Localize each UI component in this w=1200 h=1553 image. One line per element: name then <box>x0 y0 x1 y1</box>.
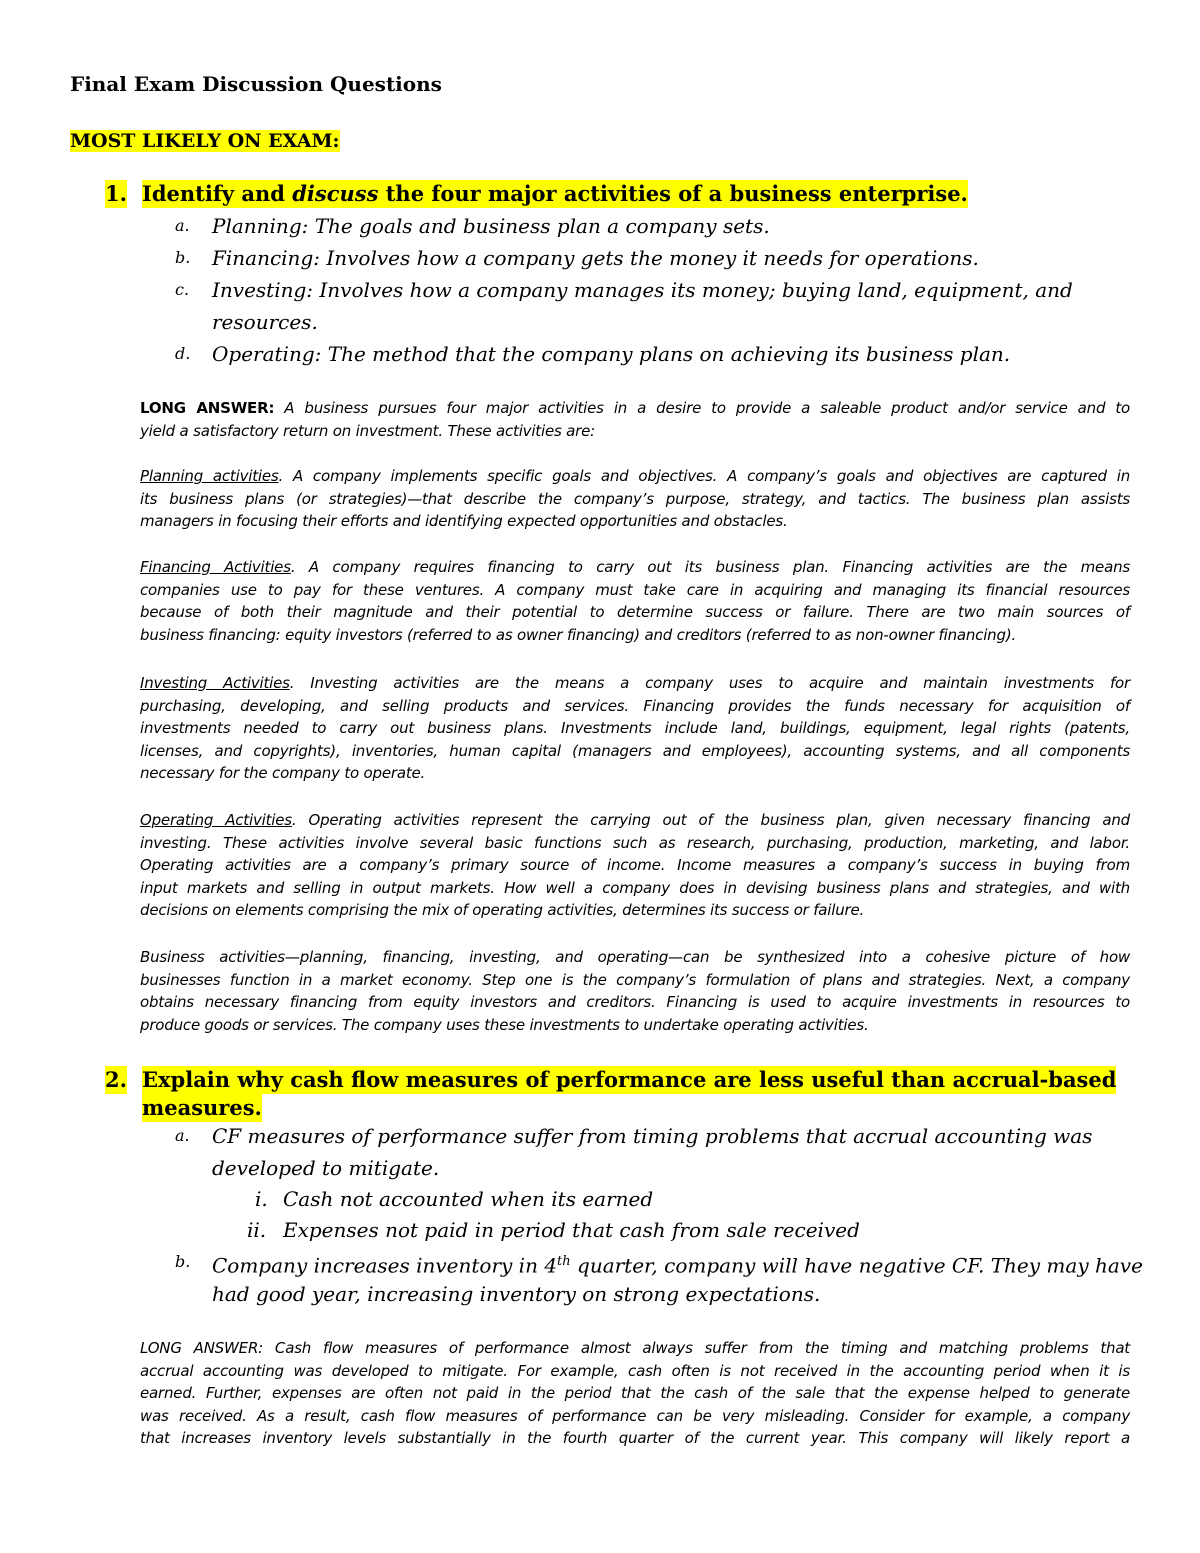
paragraph-line: necessary for the company to operate. <box>140 764 426 783</box>
long-answer-label: LONG ANSWER: <box>140 399 275 417</box>
item-text: resources. <box>212 310 318 334</box>
item-text <box>212 1246 1143 1282</box>
paragraph-line: A business pursues four major activities in a desire to provide a saleable product and/or service and to <box>274 399 1130 417</box>
subitem-label: ii. <box>247 1218 267 1242</box>
question-text-part: the four major activities of a business enterprise. <box>378 181 968 206</box>
paragraph-line: obtains necessary financing from equity investors and creditors. Financing is used to acquire investments in resources to <box>140 993 1130 1012</box>
paragraph-line: was received. As a result, cash flow measures of performance can be very misleading. Consider for example, a company <box>140 1406 1130 1425</box>
paragraph-line: managers in focusing their efforts and identifying expected opportunities and obstacles. <box>140 512 788 531</box>
summary-paragraph <box>140 946 1130 1036</box>
item-text: CF measures of performance suffer from timing problems that accrual accounting was <box>212 1124 1093 1148</box>
paragraph-line: input markets and selling in output markets. How well a company does in devising business plans and strategies, and with <box>140 878 1130 897</box>
paragraph-line: produce goods or services. The company uses these investments to undertake operating activities. <box>140 1015 869 1034</box>
item-text: Operating: The method that the company plans on achieving its business plan. <box>212 342 1011 366</box>
paragraph-line: . A company requires financing to carry out its business plan. Financing activities are the means <box>290 558 1131 576</box>
question-text: Explain why cash flow measures of performance are less useful than accrual-based <box>142 1067 1117 1092</box>
financing-paragraph <box>140 556 1130 646</box>
item-text: Financing: Involves how a company gets the money it needs for operations. <box>212 246 979 270</box>
paragraph-line: earned. Further, expenses are often not paid in the period that the cash of the sale that the expense helped to generate <box>140 1384 1130 1403</box>
paragraph-line: . Operating activities represent the carrying out of the business plan, given necessary financing and <box>291 811 1130 829</box>
planning-paragraph <box>140 465 1130 533</box>
question-number: 2. <box>105 1067 127 1092</box>
question-number: 1. <box>105 181 127 206</box>
financing-label: Financing Activities <box>140 558 291 576</box>
paragraph-line: investing. These activities involve several basic functions such as research, purchasing, production, marketing, and labor. <box>140 833 1130 852</box>
q1-long-answer <box>140 397 1130 442</box>
paragraph-line: that increases inventory levels substantially in the fourth quarter of the current year. This company will likely report a <box>140 1429 1130 1448</box>
paragraph-line: businesses function in a market economy. Step one is the company’s formulation of plans and strategies. Next, a company <box>140 970 1130 989</box>
item-text: developed to mitigate. <box>212 1156 440 1180</box>
item-letter: d. <box>175 344 191 363</box>
paragraph-line: yield a satisfactory return on investment. These activities are: <box>140 421 596 440</box>
paragraph-line: business financing: equity investors (referred to as owner financing) and creditors (referred to as non-owner financing). <box>140 625 1017 644</box>
item-letter: b. <box>175 248 191 267</box>
item-text-part: Company increases inventory in 4 <box>212 1253 558 1278</box>
item-letter: b. <box>175 1252 191 1271</box>
subitem-text: Expenses not paid in period that cash from sale received <box>283 1218 860 1242</box>
section-label-text: MOST LIKELY ON EXAM: <box>70 130 340 152</box>
paragraph-line: companies use to pay for these ventures. A company must take care in acquiring and managing its financial resources <box>140 580 1130 599</box>
item-letter: a. <box>175 1126 190 1145</box>
question-text-part: Identify and <box>142 181 293 206</box>
question-2-heading <box>105 1066 1117 1126</box>
paragraph-line: accrual accounting was developed to mitigate. For example, cash often is not received in the accounting period when it is <box>140 1361 1130 1380</box>
operating-label: Operating Activities <box>140 811 292 829</box>
investing-paragraph <box>140 672 1130 785</box>
investing-label: Investing Activities <box>140 674 290 692</box>
paragraph-line: decisions on elements comprising the mix of operating activities, determines its success or failure. <box>140 901 865 920</box>
paragraph-line: Business activities—planning, financing, investing, and operating—can be synthesized into a cohesive picture of how <box>140 948 1130 966</box>
paragraph-line: . Investing activities are the means a company uses to acquire and maintain investments for <box>289 674 1130 692</box>
item-letter: c. <box>175 280 190 299</box>
paragraph-line: . A company implements specific goals and objectives. A company’s goals and objectives are captured in <box>278 467 1130 485</box>
section-label <box>70 130 340 152</box>
item-text: Investing: Involves how a company manages its money; buying land, equipment, and <box>212 278 1073 302</box>
q2-long-answer <box>140 1337 1130 1450</box>
paragraph-line: its business plans (or strategies)—that describe the company’s purpose, strategy, and tactics. The business plan assists <box>140 489 1130 508</box>
operating-paragraph <box>140 809 1130 922</box>
question-text <box>142 180 968 208</box>
item-text-part: quarter, company will have negative CF. They may have <box>570 1253 1143 1278</box>
question-text-cont: measures. <box>142 1095 262 1120</box>
paragraph-line: licenses, and copyrights), inventories, human capital (managers and employees), accounting systems, and all components <box>140 741 1130 760</box>
item-letter: a. <box>175 216 190 235</box>
document-title: Final Exam Discussion Questions <box>70 72 442 96</box>
paragraph-line: Operating activities are a company’s primary source of income. Income measures a company’s success in buying from <box>140 856 1130 875</box>
paragraph-line: LONG ANSWER: Cash flow measures of performance almost always suffer from the timing and matching problems that <box>140 1339 1130 1357</box>
subitem-text: Cash not accounted when its earned <box>283 1187 654 1211</box>
paragraph-line: purchasing, developing, and selling products and services. Financing provides the funds necessary for acquisition of <box>140 696 1130 715</box>
paragraph-line: because of both their magnitude and their potential to determine success or failure. There are two main sources of <box>140 603 1130 622</box>
item-text: Planning: The goals and business plan a company sets. <box>212 214 770 238</box>
subitem-label: i. <box>255 1187 268 1211</box>
item-text: had good year, increasing inventory on strong expectations. <box>212 1282 821 1306</box>
superscript: th <box>557 1254 571 1269</box>
planning-label: Planning activities <box>140 467 279 485</box>
question-emphasis: discuss <box>292 181 379 206</box>
paragraph-line: investments needed to carry out business plans. Investments include land, buildings, equipment, legal rights (patents, <box>140 719 1130 738</box>
